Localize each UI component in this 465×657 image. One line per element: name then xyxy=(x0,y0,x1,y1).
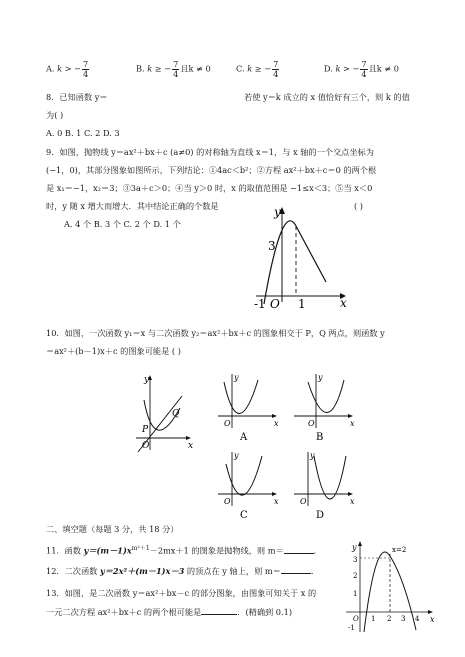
choice-y-axis-label: y xyxy=(234,451,239,460)
q11-expr: y＝(m－1)x xyxy=(83,545,132,556)
q7-option-fraction xyxy=(82,60,89,79)
q9-graph-x-label: x xyxy=(340,296,347,310)
choice-origin: O xyxy=(224,419,231,428)
q10-choice-graph-b[interactable] xyxy=(294,370,358,442)
q7-option-den: 4 xyxy=(83,69,89,79)
q9-line4: 时，y 随 x 增大而增大．其中结论正确的个数是 xyxy=(46,201,219,211)
q7-option-op: k > − xyxy=(335,63,360,74)
choice-letter: A xyxy=(240,432,248,443)
q10-choice-graph-c[interactable] xyxy=(218,448,282,520)
q9-bracket: ( ) xyxy=(354,201,363,211)
q10-main-O: O xyxy=(142,441,150,451)
choice-x-axis-label: x xyxy=(274,419,279,428)
q13-line1: 13．如图，是二次函数 y＝ax²＋bx－c 的部分图象，由图象可知关于 x 的 xyxy=(46,588,317,598)
q12-tail: 的顶点在 y 轴上，则 m＝ xyxy=(184,566,281,576)
choice-origin: O xyxy=(224,497,231,506)
q12: 12．二次函数 y＝2x²＋(m－1)x－3 的顶点在 y 轴上，则 m＝ . xyxy=(46,566,314,576)
q9-graph-origin: O xyxy=(270,297,280,311)
q8-line1-b: 若使 y＝k 成立的 x 值恰好有三个，则 k 的值 xyxy=(244,92,410,102)
q7-option-num: 7 xyxy=(173,59,179,69)
q13-graph-tick-x-3: 3 xyxy=(401,615,406,623)
choice-y-axis-label: y xyxy=(318,373,323,382)
choice-origin: O xyxy=(308,419,315,428)
q8-line2: 为( ) xyxy=(46,110,64,120)
q7-option-label: A. xyxy=(46,63,55,74)
q7-option-fraction xyxy=(272,60,279,79)
q7-option-op: k ≥ − xyxy=(147,63,172,74)
q9-options: A. 4 个 B. 3 个 C. 2 个 D. 1 个 xyxy=(64,219,181,229)
q11-answer-blank[interactable] xyxy=(284,545,314,554)
q9-graph-tick-neg1: -1 xyxy=(254,297,266,311)
q11-exponent: m²＋1 xyxy=(131,545,150,552)
q13-graph-origin: O xyxy=(353,615,359,623)
q11-prefix: 11．函数 xyxy=(46,545,84,556)
q9-graph-tick-3: 3 xyxy=(268,239,276,253)
q10-main-y: y xyxy=(144,375,150,385)
q9-graph xyxy=(252,204,352,311)
q7-option-suffix: 且k ≠ 0 xyxy=(180,63,211,74)
q13-graph-tick-x-1: 1 xyxy=(371,615,376,623)
q7-option-op: k ≥ − xyxy=(247,63,272,74)
q7-option-3 xyxy=(324,60,399,79)
q7-option-den: 4 xyxy=(273,69,279,79)
section2-heading: 二、填空题（每题 3 分，共 18 分） xyxy=(46,524,179,534)
q10-choice-graph-a[interactable] xyxy=(218,370,282,442)
q10-choice-graph-d[interactable] xyxy=(294,448,358,520)
q10-main-graph xyxy=(136,372,196,452)
q7-option-num: 7 xyxy=(361,59,367,69)
q7-option-label: C. xyxy=(236,63,245,74)
choice-x-axis-label: x xyxy=(274,497,279,506)
q13-line2-tail: ．(精确到 0.1) xyxy=(237,607,293,617)
choice-letter: D xyxy=(316,510,325,521)
choice-x-axis-label: x xyxy=(350,497,355,506)
q7-option-fraction xyxy=(172,60,179,79)
q13-graph-tick-y-1: 1 xyxy=(353,590,358,598)
q13-graph-tick-x-4: 4 xyxy=(415,615,420,623)
choice-origin: O xyxy=(300,497,307,506)
q7-option-den: 4 xyxy=(173,69,179,79)
q13-graph-tick-y-neg1: -1 xyxy=(348,624,355,632)
q13-line2-text: 一元二次方程 ax²＋bx＋c 的两个根可能是 xyxy=(46,607,202,617)
choice-y-axis-label: y xyxy=(234,373,239,382)
q9-graph-y-label: y xyxy=(274,205,281,219)
q7-option-num: 7 xyxy=(273,59,279,69)
q12-answer-blank[interactable] xyxy=(281,565,311,574)
q9-line3: 是 x₁＝−1，x₂＝3；③3a＋c＞0；④当 y＞0 时，x 的取值范围是 −1≤x＜3；⑤当 x＜0 xyxy=(46,183,373,193)
q7-option-den: 4 xyxy=(361,69,367,79)
choice-x-axis-label: x xyxy=(350,419,355,428)
q13-line2 xyxy=(46,606,292,618)
choice-y-axis-label: y xyxy=(310,451,315,460)
q12-expr: y＝2x²＋(m－1)x－3 xyxy=(99,566,185,576)
q13-graph-tick-x-2: 2 xyxy=(387,615,392,623)
q7-option-0 xyxy=(46,60,90,79)
q9-line2: (−1，0)，其部分图象如图所示，下列结论：①4ac＜b²；②方程 ax²＋bx＋c＝0 的两个根 xyxy=(46,165,377,175)
q10-main-P: P xyxy=(142,425,149,435)
q8-options: A. 0 B. 1 C. 2 D. 3 xyxy=(46,128,120,138)
q7-option-label: B. xyxy=(136,63,145,74)
q9-line1: 9．如图，抛物线 y＝ax²＋bx＋c (a≠0) 的对称轴为直线 x＝1，与 x 轴的一个交点坐标为 xyxy=(46,147,374,157)
q11-tail: －2mx＋1 的图象是抛物线，则 m＝ xyxy=(149,545,284,556)
q7-option-2 xyxy=(236,60,280,79)
q9-graph-tick-1: 1 xyxy=(298,297,306,311)
q13-graph-vertex-label: x=2 xyxy=(392,546,407,554)
q13-graph-tick-y-3: 3 xyxy=(353,556,358,564)
q13-graph-x: x xyxy=(430,615,435,624)
q10-line1: 10．如图，一次函数 y₁＝x 与二次函数 y₂＝ax²＋bx＋c 的图象相交于 P，Q 两点，则函数 y xyxy=(46,328,385,338)
q8-line1-a: 8．已知函数 y＝ xyxy=(46,92,108,102)
q11: 11．函数 $y=(m-1)x^{m^2+1}-2mx+1$ 的图象是抛物线，则 m＝ . xyxy=(46,545,317,556)
q13-graph-y: y xyxy=(352,543,357,552)
q10-main-x: x xyxy=(188,441,194,451)
choice-letter: B xyxy=(316,432,324,443)
q7-option-num: 7 xyxy=(83,59,89,69)
q7-option-op: k > − xyxy=(57,63,82,74)
q7-option-label: D. xyxy=(324,63,333,74)
q7-option-fraction xyxy=(360,60,367,79)
choice-letter: C xyxy=(240,510,248,521)
q7-option-1 xyxy=(136,60,211,79)
q10-main-Q: Q xyxy=(172,409,180,419)
q13-answer-blank[interactable] xyxy=(201,606,237,615)
q7-option-suffix: 且k ≠ 0 xyxy=(368,63,400,74)
q10-line2: ＝ax²＋(b－1)x＋c 的图象可能是 ( ) xyxy=(46,346,181,356)
q12-prefix: 12．二次函数 xyxy=(46,566,100,576)
q13-graph-tick-y-2: 2 xyxy=(353,572,358,580)
q13-graph xyxy=(346,540,436,640)
